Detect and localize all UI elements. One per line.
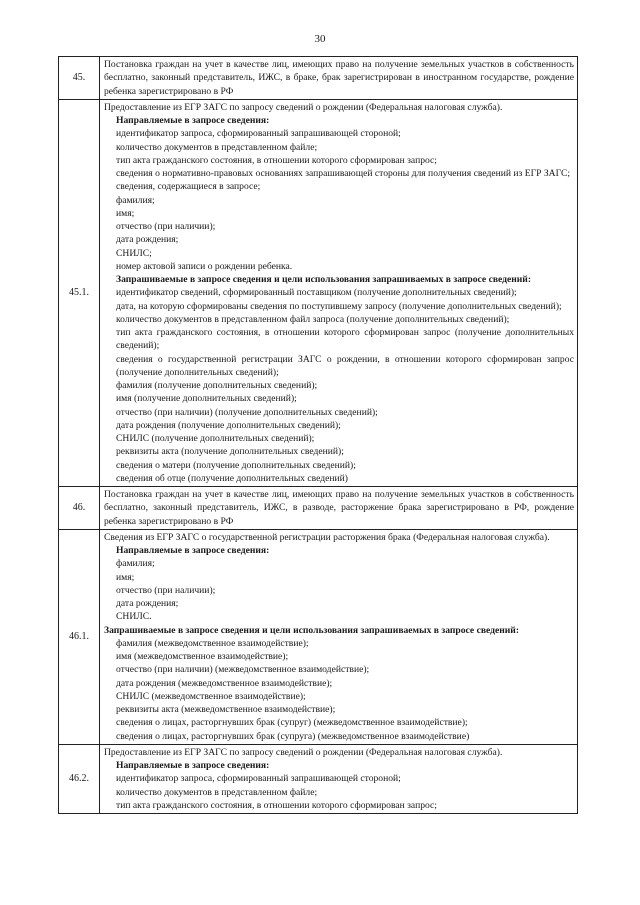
- content-line: количество документов в представленном файле;: [116, 786, 318, 798]
- document-table-body: [59, 57, 578, 814]
- content-line: Запрашиваемые в запросе сведения и цели использования запрашиваемых в запросе сведений:: [104, 624, 520, 636]
- content-line: Запрашиваемые в запросе сведения и цели использования запрашиваемых в запросе сведений:: [116, 274, 532, 285]
- content-line: дата рождения;: [116, 234, 179, 246]
- document-table: [58, 56, 578, 814]
- row-content: [100, 57, 578, 100]
- content-line: имя;: [116, 571, 135, 583]
- table-row: [59, 487, 578, 530]
- content-line: Предоставление из ЕГР ЗАГС по запросу сведений о рождении (Федеральная налоговая служба).: [104, 101, 503, 113]
- content-line: Направляемые в запросе сведения:: [116, 115, 270, 126]
- content-line: идентификатор запроса, сформированный запрашивающей стороной;: [116, 128, 401, 140]
- content-line: Предоставление из ЕГР ЗАГС по запросу сведений о рождении (Федеральная налоговая служба).: [104, 746, 503, 758]
- content-line: отчество (при наличии) (межведомственное взаимодействие);: [116, 664, 370, 676]
- page-number: 30: [314, 33, 326, 45]
- content-line: фамилия (получение дополнительных сведений);: [116, 380, 318, 391]
- content-line: фамилия (межведомственное взаимодействие);: [116, 637, 309, 649]
- content-line: сведения о лицах, расторгнувших брак (супруга) (межведомственное взаимодействие): [116, 730, 470, 742]
- row-number: 45.1.: [59, 99, 100, 486]
- row-content: [100, 99, 578, 486]
- content-line: Постановка граждан на учет в качестве лиц, имеющих право на получение земельных участков в собственность бесплатно, законный представитель, ИЖС, в браке, брак зарегистрирован в иностранном государстве, рождение ребенка зарегистрировано в РФ: [104, 59, 574, 97]
- content-line: сведения о государственной регистрации ЗАГС о рождении, в отношении которого сформирован запрос (получение дополнительных сведений);: [116, 353, 574, 378]
- table-row: [59, 529, 578, 744]
- content-line: количество документов в представленном файле;: [116, 141, 318, 153]
- content-line: отчество (при наличии);: [116, 584, 216, 596]
- content-line: СНИЛС (получение дополнительных сведений);: [116, 433, 315, 444]
- content-line: имя (межведомственное взаимодействие);: [116, 651, 289, 662]
- row-number: 45.: [59, 57, 100, 100]
- content-line: дата рождения (получение дополнительных сведений);: [116, 419, 341, 431]
- content-line: дата рождения (межведомственное взаимодействие);: [116, 677, 333, 689]
- content-line: Постановка граждан на учет в качестве лиц, имеющих право на получение земельных участков в собственность бесплатно, законный представитель, ИЖС, в разводе, расторжение брака зарегистрировано в РФ, рождение ребенка зарегистрировано в РФ: [104, 489, 574, 527]
- content-line: сведения, содержащиеся в запросе;: [116, 181, 261, 193]
- content-line: дата, на которую сформированы сведения по поступившему запросу (получение дополнительных сведений);: [116, 300, 562, 312]
- content-line: номер актовой записи о рождении ребенка.: [116, 260, 293, 272]
- content-line: реквизиты акта (межведомственное взаимодействие);: [116, 704, 336, 715]
- content-line: идентификатор запроса, сформированный запрашивающей стороной;: [116, 773, 401, 785]
- table-row: [59, 57, 578, 100]
- content-line: тип акта гражданского состояния, в отношении которого сформирован запрос;: [116, 154, 437, 166]
- content-line: Сведения из ЕГР ЗАГС о государственной регистрации расторжения брака (Федеральная налоговая служба).: [104, 531, 550, 543]
- row-number: 46.: [59, 487, 100, 530]
- content-line: тип акта гражданского состояния, в отношении которого сформирован запрос (получение дополнительных сведений);: [116, 327, 574, 352]
- content-line: отчество (при наличии);: [116, 221, 216, 232]
- row-content: [100, 529, 578, 744]
- content-line: Направляемые в запросе сведения:: [116, 545, 270, 556]
- content-line: СНИЛС.: [116, 611, 152, 623]
- content-line: сведения об отце (получение дополнительных сведений): [116, 472, 348, 484]
- row-number: 46.2.: [59, 744, 100, 813]
- content-line: имя;: [116, 207, 135, 219]
- content-line: тип акта гражданского состояния, в отношении которого сформирован запрос;: [116, 799, 437, 811]
- content-line: дата рождения;: [116, 598, 179, 609]
- row-content: [100, 487, 578, 530]
- table-row: [59, 744, 578, 813]
- content-line: СНИЛС;: [116, 247, 152, 259]
- content-line: количество документов в представленном файл запроса (получение дополнительных сведений);: [116, 313, 510, 325]
- content-line: отчество (при наличии) (получение дополнительных сведений);: [116, 406, 378, 418]
- content-line: имя (получение дополнительных сведений);: [116, 393, 297, 405]
- content-line: реквизиты акта (получение дополнительных сведений);: [116, 446, 344, 458]
- content-line: сведения о матери (получение дополнительных сведений);: [116, 459, 356, 471]
- content-line: СНИЛС (межведомственное взаимодействие);: [116, 690, 306, 702]
- row-number: 46.1.: [59, 529, 100, 744]
- content-line: сведения о нормативно-правовых основаниях запрашивающей стороны для получения сведений из ЕГР ЗАГС;: [116, 168, 571, 179]
- content-line: фамилия;: [116, 194, 155, 206]
- content-line: сведения о лицах, расторгнувших брак (супруг) (межведомственное взаимодействие);: [116, 717, 468, 729]
- content-line: фамилия;: [116, 558, 155, 570]
- row-content: [100, 744, 578, 813]
- content-line: Направляемые в запросе сведения:: [116, 760, 270, 771]
- table-row: [59, 99, 578, 486]
- content-line: идентификатор сведений, сформированный поставщиком (получение дополнительных сведений);: [116, 287, 517, 299]
